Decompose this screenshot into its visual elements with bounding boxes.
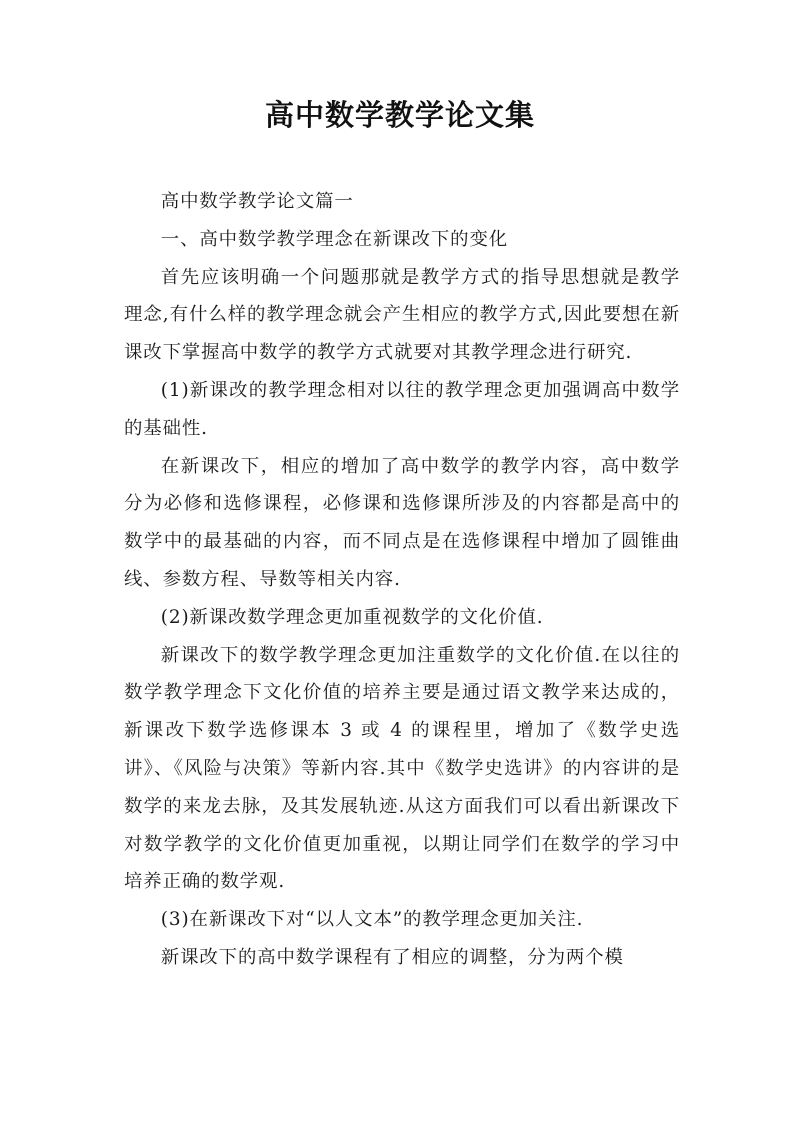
point-heading: (1)新课改的教学理念相对以往的教学理念更加强调高中数学的基础性. — [124, 379, 680, 439]
point-heading: (3)在新课改下对“以人文本”的教学理念更加关注. — [160, 909, 584, 931]
subsection-heading: 一、高中数学教学理念在新课改下的变化 — [160, 228, 509, 250]
body-paragraph: 首先应该明确一个问题那就是教学方式的指导思想就是教学理念,有什么样的教学理念就会产生相应的教学方式,因此要想在新课改下掌握高中数学的教学方式就要对其教学理念进行研究. — [124, 266, 680, 364]
body-paragraph: 新课改下的数学教学理念更加注重数学的文化价值.在以往的数学教学理念下文化价值的培养主要是通过语文教学来达成的，新课改下数学选修课本 3 或 4 的课程里，增加了《数学史选讲》、《风险与决策》等新内容.其中《数学史选讲》的内容讲的是数学的来龙去脉，及其发展轨迹.从这方面我们可以看出新课改下对数学教学的文化价值更加重视，以期让同学们在数学的学习中培养正确的数学观. — [124, 644, 680, 893]
document-body — [124, 183, 680, 977]
body-paragraph: 在新课改下，相应的增加了高中数学的教学内容，高中数学分为必修和选修课程，必修课和选修课所涉及的内容都是高中的数学中的最基础的内容，而不同点是在选修课程中增加了圆锥曲线、参数方程、导数等相关内容. — [124, 455, 680, 590]
body-paragraph: 新课改下的高中数学课程有了相应的调整，分为两个模 — [160, 946, 624, 968]
section-heading: 高中数学教学论文篇一 — [160, 191, 354, 212]
point-heading: (2)新课改数学理念更加重视数学的文化价值. — [160, 606, 544, 628]
document-title: 高中数学教学论文集 — [264, 98, 535, 132]
